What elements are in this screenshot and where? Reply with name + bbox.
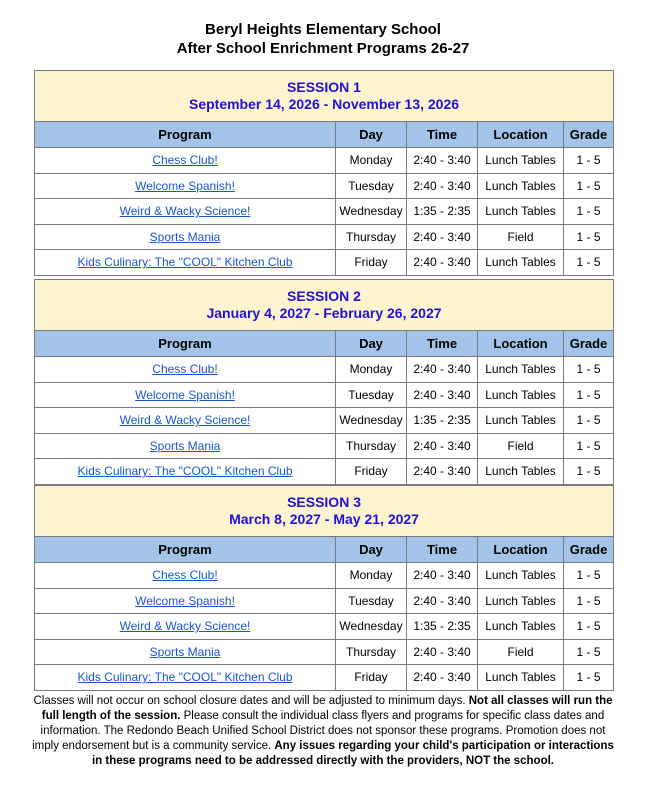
location-cell: Lunch Tables (478, 250, 564, 276)
footer-bold-1: Not all classes will run the full length of the session. (41, 695, 613, 722)
grade-cell: 1 - 5 (564, 357, 614, 383)
session-header-row (35, 280, 614, 331)
day-cell: Monday (336, 357, 407, 383)
program-cell (35, 199, 336, 225)
session-table (34, 485, 614, 691)
program-cell (35, 433, 336, 459)
footer-text-2: Please consult the individual class flyers and programs for specific class dates and information. The Redondo Beach Unified School District does not sponsor these programs. Promotion does not imply endorsement but is a community service. (32, 710, 606, 752)
footer-text-1: Classes will not occur on school closure dates and will be adjusted to minimum days. (33, 695, 469, 707)
location-cell: Lunch Tables (478, 459, 564, 485)
time-cell: 2:40 - 3:40 (407, 588, 478, 614)
location-cell: Field (478, 224, 564, 250)
location-cell: Lunch Tables (478, 614, 564, 640)
location-cell: Lunch Tables (478, 173, 564, 199)
day-cell: Thursday (336, 224, 407, 250)
grade-cell: 1 - 5 (564, 408, 614, 434)
table-row (35, 639, 614, 665)
time-cell: 1:35 - 2:35 (407, 408, 478, 434)
session-header (35, 280, 614, 331)
time-cell: 2:40 - 3:40 (407, 665, 478, 691)
program-link[interactable]: Sports Mania (149, 229, 221, 244)
location-cell: Lunch Tables (478, 588, 564, 614)
program-link[interactable]: Chess Club! (152, 362, 218, 377)
table-row (35, 459, 614, 485)
grade-cell: 1 - 5 (564, 224, 614, 250)
program-link[interactable]: Welcome Spanish! (135, 178, 235, 193)
column-header-location: Location (478, 331, 564, 357)
day-cell: Tuesday (336, 382, 407, 408)
time-cell: 2:40 - 3:40 (407, 357, 478, 383)
grade-cell: 1 - 5 (564, 614, 614, 640)
time-cell: 1:35 - 2:35 (407, 199, 478, 225)
program-link[interactable]: Sports Mania (149, 438, 221, 453)
table-row (35, 665, 614, 691)
program-link[interactable]: Weird & Wacky Science! (119, 619, 251, 634)
grade-cell: 1 - 5 (564, 433, 614, 459)
time-cell: 2:40 - 3:40 (407, 433, 478, 459)
table-row (35, 357, 614, 383)
column-header-program: Program (35, 331, 336, 357)
page-title: After School Enrichment Programs 26-27 (176, 40, 470, 57)
day-cell: Wednesday (336, 614, 407, 640)
session-dates: September 14, 2026 - November 13, 2026 (188, 96, 460, 112)
program-link[interactable]: Kids Culinary: The "COOL" Kitchen Club (77, 255, 293, 270)
column-header-day: Day (336, 331, 407, 357)
program-cell (35, 357, 336, 383)
time-cell: 2:40 - 3:40 (407, 563, 478, 589)
session-title: SESSION 2 (287, 288, 361, 304)
table-row (35, 588, 614, 614)
grade-cell: 1 - 5 (564, 199, 614, 225)
table-row (35, 614, 614, 640)
table-row (35, 408, 614, 434)
table-row (35, 250, 614, 276)
column-header-grade: Grade (564, 122, 614, 148)
column-header-location: Location (478, 537, 564, 563)
day-cell: Monday (336, 148, 407, 174)
column-header-row (35, 537, 614, 563)
session-title: SESSION 1 (287, 79, 361, 95)
day-cell: Tuesday (336, 173, 407, 199)
time-cell: 2:40 - 3:40 (407, 224, 478, 250)
program-link[interactable]: Kids Culinary: The "COOL" Kitchen Club (77, 670, 293, 685)
program-link[interactable]: Welcome Spanish! (135, 387, 235, 402)
table-row (35, 382, 614, 408)
session-dates: January 4, 2027 - February 26, 2027 (206, 305, 442, 321)
column-header-program: Program (35, 122, 336, 148)
program-link[interactable]: Welcome Spanish! (135, 593, 235, 608)
time-cell: 2:40 - 3:40 (407, 639, 478, 665)
program-link[interactable]: Sports Mania (149, 644, 221, 659)
column-header-location: Location (478, 122, 564, 148)
column-header-grade: Grade (564, 331, 614, 357)
program-cell (35, 224, 336, 250)
grade-cell: 1 - 5 (564, 382, 614, 408)
session-header (35, 486, 614, 537)
column-header-program: Program (35, 537, 336, 563)
column-header-time: Time (407, 122, 478, 148)
location-cell: Field (478, 639, 564, 665)
location-cell: Lunch Tables (478, 382, 564, 408)
program-link[interactable]: Kids Culinary: The "COOL" Kitchen Club (77, 464, 293, 479)
program-cell (35, 563, 336, 589)
location-cell: Lunch Tables (478, 408, 564, 434)
session-title: SESSION 3 (287, 494, 361, 510)
day-cell: Thursday (336, 433, 407, 459)
column-header-time: Time (407, 537, 478, 563)
table-row (35, 433, 614, 459)
grade-cell: 1 - 5 (564, 639, 614, 665)
grade-cell: 1 - 5 (564, 563, 614, 589)
column-header-row (35, 122, 614, 148)
column-header-day: Day (336, 537, 407, 563)
session-dates: March 8, 2027 - May 21, 2027 (229, 511, 419, 527)
program-cell (35, 614, 336, 640)
time-cell: 2:40 - 3:40 (407, 173, 478, 199)
day-cell: Tuesday (336, 588, 407, 614)
time-cell: 2:40 - 3:40 (407, 382, 478, 408)
footer-notice (30, 694, 616, 769)
day-cell: Friday (336, 250, 407, 276)
program-link[interactable]: Chess Club! (152, 568, 218, 583)
program-link[interactable]: Weird & Wacky Science! (119, 204, 251, 219)
grade-cell: 1 - 5 (564, 459, 614, 485)
grade-cell: 1 - 5 (564, 250, 614, 276)
location-cell: Lunch Tables (478, 563, 564, 589)
day-cell: Wednesday (336, 199, 407, 225)
program-cell (35, 408, 336, 434)
table-row (35, 224, 614, 250)
program-cell (35, 173, 336, 199)
day-cell: Friday (336, 459, 407, 485)
location-cell: Field (478, 433, 564, 459)
location-cell: Lunch Tables (478, 148, 564, 174)
table-row (35, 173, 614, 199)
session-header-row (35, 71, 614, 122)
program-cell (35, 250, 336, 276)
session-header-row (35, 486, 614, 537)
day-cell: Wednesday (336, 408, 407, 434)
time-cell: 2:40 - 3:40 (407, 148, 478, 174)
program-cell (35, 148, 336, 174)
footer-bold-2: Any issues regarding your child's participation or interactions in these programs need to be addressed directly with the providers, NOT the school. (91, 740, 614, 767)
column-header-time: Time (407, 331, 478, 357)
table-row (35, 563, 614, 589)
column-header-grade: Grade (564, 537, 614, 563)
program-cell (35, 459, 336, 485)
table-row (35, 148, 614, 174)
grade-cell: 1 - 5 (564, 588, 614, 614)
school-name: Beryl Heights Elementary School (205, 21, 441, 38)
column-header-row (35, 331, 614, 357)
program-link[interactable]: Weird & Wacky Science! (119, 413, 251, 428)
program-cell (35, 639, 336, 665)
session-header (35, 71, 614, 122)
program-cell (35, 382, 336, 408)
day-cell: Thursday (336, 639, 407, 665)
program-cell (35, 665, 336, 691)
program-link[interactable]: Chess Club! (152, 153, 218, 168)
location-cell: Lunch Tables (478, 357, 564, 383)
grade-cell: 1 - 5 (564, 665, 614, 691)
time-cell: 2:40 - 3:40 (407, 250, 478, 276)
column-header-day: Day (336, 122, 407, 148)
time-cell: 2:40 - 3:40 (407, 459, 478, 485)
location-cell: Lunch Tables (478, 199, 564, 225)
day-cell: Monday (336, 563, 407, 589)
grade-cell: 1 - 5 (564, 148, 614, 174)
program-cell (35, 588, 336, 614)
day-cell: Friday (336, 665, 407, 691)
session-table (34, 279, 614, 485)
time-cell: 1:35 - 2:35 (407, 614, 478, 640)
location-cell: Lunch Tables (478, 665, 564, 691)
session-table (34, 70, 614, 276)
table-row (35, 199, 614, 225)
grade-cell: 1 - 5 (564, 173, 614, 199)
